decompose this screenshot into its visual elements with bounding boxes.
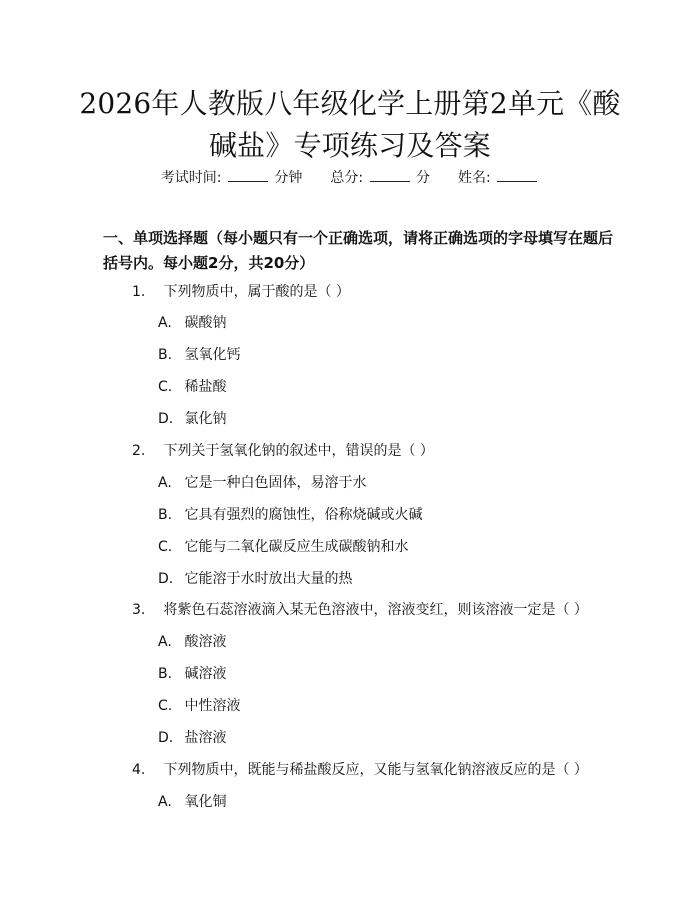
question-number: 2. (132, 443, 146, 459)
q2-option-d (158, 569, 352, 589)
option-text: 碳酸钠 (184, 315, 227, 331)
name-blank (497, 169, 537, 182)
q3-option-c (158, 696, 240, 716)
name-field (458, 168, 539, 188)
question-number: 3. (132, 602, 146, 618)
question-4 (132, 760, 588, 780)
option-letter: D. (158, 730, 174, 746)
option-text: 中性溶液 (184, 698, 241, 714)
question-number: 1. (132, 284, 146, 300)
q1-option-a (158, 313, 226, 333)
question-3 (132, 600, 588, 620)
q2-option-b (158, 505, 422, 525)
q3-option-d (158, 728, 226, 748)
option-text: 氧化铜 (184, 794, 227, 810)
document-title: 2026年人教版八年级化学上册第2单元《酸碱盐》专项练习及答案 (79, 87, 621, 162)
score-blank (370, 169, 410, 182)
question-stem: 下列关于氢氧化钠的叙述中，错误的是（ ） (163, 443, 434, 459)
exam-time-label: 考试时间: (160, 170, 222, 186)
option-text: 盐溶液 (184, 730, 227, 746)
q1-option-d (158, 409, 226, 429)
q2-option-a (158, 473, 366, 493)
question-stem: 将紫色石蕊溶液滴入某无色溶液中，溶液变红，则该溶液一定是（ ） (163, 602, 588, 618)
option-letter: A. (158, 634, 172, 650)
option-letter: B. (158, 347, 173, 363)
option-letter: D. (158, 411, 174, 427)
name-label: 姓名: (458, 170, 491, 186)
option-letter: B. (158, 666, 173, 682)
score-field (330, 168, 430, 188)
score-label: 总分: (330, 170, 364, 186)
option-letter: A. (158, 315, 172, 331)
option-letter: C. (158, 539, 173, 555)
option-text: 氯化钠 (184, 411, 227, 427)
option-letter: D. (158, 571, 174, 587)
question-stem: 下列物质中，既能与稀盐酸反应，又能与氢氧化钠溶液反应的是（ ） (163, 762, 588, 778)
question-stem: 下列物质中，属于酸的是（ ） (163, 284, 350, 300)
option-text: 它能溶于水时放出大量的热 (184, 571, 353, 587)
option-text: 它具有强烈的腐蚀性，俗称烧碱或火碱 (184, 507, 423, 523)
option-text: 酸溶液 (184, 634, 227, 650)
question-number: 4. (132, 762, 146, 778)
option-letter: A. (158, 794, 172, 810)
option-text: 氢氧化钙 (184, 347, 241, 363)
option-letter: C. (158, 379, 173, 395)
q3-option-a (158, 632, 226, 652)
option-letter: A. (158, 475, 172, 491)
score-unit: 分 (416, 170, 431, 186)
question-1 (132, 282, 350, 302)
q2-option-c (158, 537, 408, 557)
option-text: 它是一种白色固体，易溶于水 (184, 475, 367, 491)
option-letter: B. (158, 507, 173, 523)
q1-option-c (158, 377, 226, 397)
option-text: 稀盐酸 (184, 379, 227, 395)
question-2 (132, 441, 434, 461)
exam-info-line (0, 168, 700, 188)
option-text: 它能与二氧化碳反应生成碳酸钠和水 (184, 539, 409, 555)
section-heading: 一、单项选择题（每小题只有一个正确选项，请将正确选项的字母填写在题后括号内。每小题2分，共20分） (103, 229, 614, 272)
option-letter: C. (158, 698, 173, 714)
exam-time-field (161, 168, 303, 188)
q1-option-b (158, 345, 240, 365)
q3-option-b (158, 664, 226, 684)
q4-option-a (158, 792, 226, 812)
option-text: 碱溶液 (184, 666, 227, 682)
exam-time-unit: 分钟 (274, 170, 303, 186)
exam-time-blank (228, 169, 268, 182)
